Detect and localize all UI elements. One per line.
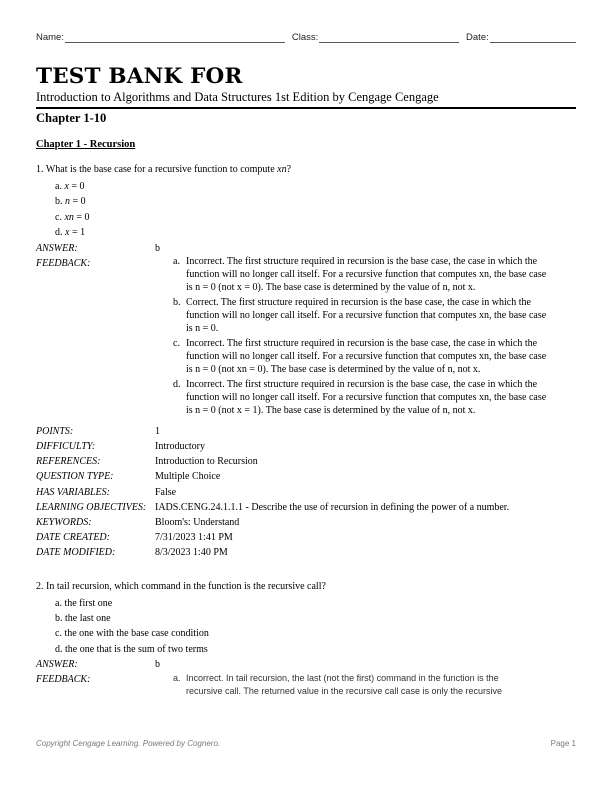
option-letter: d.: [55, 643, 63, 655]
feedback-letter: b.: [173, 297, 181, 309]
date-label: Date:: [466, 32, 489, 43]
class-label: Class:: [291, 32, 319, 43]
option-text: = 0: [73, 211, 90, 223]
option-a: [55, 596, 576, 611]
metadata-row-date-modified: [36, 545, 576, 560]
question-text-before: What is the base case for a recursive function to compute: [45, 164, 278, 175]
feedback-item-d: [173, 379, 555, 418]
option-letter: c.: [55, 211, 62, 223]
feedback-letter: a.: [173, 673, 181, 684]
metadata-row-has-variables: [36, 485, 576, 500]
option-b: [55, 611, 576, 626]
question-1-options: [55, 179, 576, 241]
feedback-text: Incorrect. The first structure required in recursion is the base case, the case in which the function will no longer call itself. For a recursive function that computes xn, the base case is n = 0 (not x = 0). The base case is determined by the value of n, not x.: [186, 255, 547, 293]
feedback-text: Incorrect. The first structure required in recursion is the base case, the case in which the function will no longer call itself. For a recursive function that computes xn, the base case is n = 0 (not x = 1). The base case is determined by the value of n, not x.: [186, 379, 547, 417]
doc-subtitle: Introduction to Algorithms and Data Structures 1st Edition by Cengage Cengage: [36, 90, 576, 109]
answer-row: [36, 657, 576, 672]
metadata-value: Introductory: [155, 440, 205, 452]
metadata-row-points: [36, 424, 576, 439]
question-number: 2.: [36, 580, 44, 592]
feedback-item-a: [173, 256, 555, 295]
metadata-value: 1: [155, 425, 160, 437]
date-blank-line: [490, 32, 576, 43]
metadata-label: KEYWORDS:: [36, 516, 92, 528]
answer-label: ANSWER:: [36, 659, 78, 671]
question-2: [36, 580, 576, 700]
page-footer: [36, 739, 576, 748]
option-c: [55, 626, 576, 641]
chapter-range: Chapter 1-10: [36, 111, 107, 125]
question-1-metadata: [36, 424, 576, 561]
feedback-text: Incorrect. In tail recursion, the last (not the first) command in the function is the recursive call. The returned value in the recursive call case is only the recursive: [186, 673, 502, 696]
doc-title: TEST BANK FOR: [36, 64, 243, 89]
metadata-value: False: [155, 486, 177, 498]
feedback-label: FEEDBACK:: [36, 674, 91, 686]
option-letter: b.: [55, 196, 63, 208]
metadata-value: 8/3/2023 1:40 PM: [155, 547, 228, 559]
metadata-row-difficulty: [36, 439, 576, 454]
class-blank-line: [319, 32, 459, 43]
footer-page-number: Page 1: [550, 739, 576, 748]
option-text: the last one: [65, 612, 111, 624]
question-text-before: In tail recursion, which command in the function is the recursive call?: [46, 580, 326, 592]
option-d: [55, 225, 576, 240]
metadata-label: REFERENCES:: [36, 456, 101, 468]
name-label: Name:: [36, 32, 64, 43]
metadata-value: 7/31/2023 1:41 PM: [155, 532, 233, 544]
option-letter: d.: [55, 227, 63, 239]
option-variable: x: [65, 227, 70, 239]
option-letter: b.: [55, 612, 63, 624]
metadata-value: Multiple Choice: [155, 471, 221, 483]
answer-row: [36, 241, 576, 256]
option-variable: xn: [64, 211, 74, 223]
feedback-text: Incorrect. The first structure required in recursion is the base case, the case in which the function will no longer call itself. For a recursive function that computes xn, the base case is n = 0 (not xn = 0). The base case is determined by the value of n, not x.: [186, 338, 547, 376]
option-a: [55, 179, 576, 194]
option-variable: x: [64, 181, 69, 192]
option-letter: a.: [55, 181, 62, 192]
metadata-label: HAS VARIABLES:: [36, 486, 110, 498]
option-variable: n: [65, 196, 70, 208]
name-blank-line: [65, 32, 285, 43]
metadata-label: QUESTION TYPE:: [36, 471, 114, 483]
question-2-options: [55, 596, 576, 658]
option-text: the one that is the sum of two terms: [65, 643, 208, 655]
option-text: = 0: [70, 196, 86, 208]
feedback-items: [173, 256, 555, 421]
option-text: the one with the base case condition: [64, 628, 209, 640]
option-letter: c.: [55, 628, 62, 640]
metadata-label: LEARNING OBJECTIVES:: [36, 501, 147, 513]
metadata-value: Introduction to Recursion: [155, 456, 258, 468]
fill-in-header-row: [36, 32, 576, 43]
metadata-row-date-created: [36, 530, 576, 545]
option-d: [55, 642, 576, 657]
feedback-item-b: [173, 297, 555, 336]
feedback-row: [36, 672, 576, 700]
answer-value: b: [155, 659, 160, 671]
feedback-letter: c.: [173, 338, 180, 350]
feedback-label: FEEDBACK:: [36, 257, 91, 269]
option-text: = 1: [69, 227, 86, 239]
feedback-items: [173, 672, 555, 700]
metadata-row-learning-objectives: [36, 500, 576, 515]
section-heading: Chapter 1 - Recursion: [36, 139, 136, 150]
question-1: [36, 163, 576, 561]
question-number: 1.: [36, 164, 44, 175]
metadata-label: POINTS:: [36, 425, 74, 437]
metadata-value: Bloom's: Understand: [155, 516, 240, 528]
option-b: [55, 194, 576, 209]
page-content: [36, 32, 576, 700]
feedback-item-a: [173, 672, 555, 697]
question-1-text: [36, 163, 576, 176]
option-text: = 0: [68, 181, 85, 192]
feedback-text: Correct. The first structure required in recursion is the base case, the case in which the function will no longer call itself. For a recursive function that computes xn, the base case is n = 0.: [186, 297, 547, 334]
footer-copyright: Copyright Cengage Learning. Powered by Cognero.: [36, 739, 221, 748]
option-letter: a.: [55, 597, 62, 609]
metadata-row-keywords: [36, 515, 576, 530]
question-math-term: xn: [277, 164, 287, 175]
option-text: the first one: [64, 597, 113, 609]
metadata-row-references: [36, 454, 576, 469]
question-2-text: [36, 580, 576, 593]
metadata-value: IADS.CENG.24.1.1.1 - Describe the use of recursion in defining the power of a number.: [155, 501, 510, 513]
feedback-row: [36, 256, 576, 421]
feedback-letter: a.: [173, 255, 180, 267]
question-text-after: ?: [286, 164, 292, 175]
metadata-label: DATE CREATED:: [36, 532, 110, 544]
metadata-label: DIFFICULTY:: [36, 440, 96, 452]
metadata-label: DATE MODIFIED:: [36, 547, 116, 559]
answer-value: b: [155, 242, 160, 254]
answer-label: ANSWER:: [36, 242, 78, 254]
metadata-row-question-type: [36, 469, 576, 484]
feedback-item-c: [173, 338, 555, 377]
option-c: [55, 210, 576, 225]
feedback-letter: d.: [173, 379, 181, 391]
